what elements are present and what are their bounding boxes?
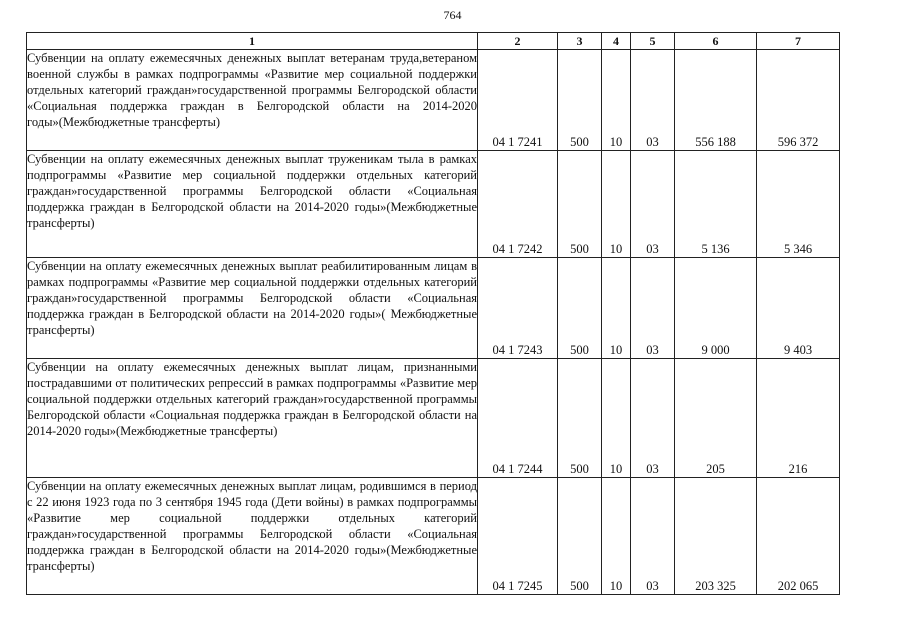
row-code: 04 1 7241 — [478, 50, 558, 151]
row-col7: 202 065 — [757, 478, 840, 595]
column-header-7: 7 — [757, 33, 840, 50]
row-col6: 5 136 — [675, 151, 757, 258]
row-description: Субвенции на оплату ежемесячных денежных выплат реабилитированным лицам в рамках подпрограммы «Развитие мер социальной поддержки отдельных категорий граждан»государственной программы Белгородской области «Социальная поддержка граждан в Белгородской области на 2014-2020 годы»( Межбюджетные трансферты) — [27, 258, 478, 359]
row-description: Субвенции на оплату ежемесячных денежных выплат труженикам тыла в рамках подпрограммы «Развитие мер социальной поддержки отдельных категорий граждан»государственной программы Белгородской области «Социальная поддержка граждан в Белгородской области на 2014-2020 годы»(Межбюджетные трансферты) — [27, 151, 478, 258]
row-col6: 203 325 — [675, 478, 757, 595]
row-col6: 556 188 — [675, 50, 757, 151]
column-header-3: 3 — [558, 33, 602, 50]
row-col7: 9 403 — [757, 258, 840, 359]
row-col5: 03 — [631, 258, 675, 359]
column-header-1: 1 — [27, 33, 478, 50]
column-header-6: 6 — [675, 33, 757, 50]
row-col3: 500 — [558, 50, 602, 151]
row-description: Субвенции на оплату ежемесячных денежных выплат ветеранам труда,ветераном военной службы в рамках подпрограммы «Развитие мер социальной поддержки отдельных категорий граждан»государственной программы Белгородской области «Социальная поддержка граждан в Белгородской области на 2014-2020 годы»(Межбюджетные трансферты) — [27, 50, 478, 151]
row-col4: 10 — [602, 258, 631, 359]
row-col5: 03 — [631, 359, 675, 478]
table-row — [27, 359, 840, 478]
row-col5: 03 — [631, 478, 675, 595]
row-col5: 03 — [631, 50, 675, 151]
row-col4: 10 — [602, 478, 631, 595]
row-code: 04 1 7243 — [478, 258, 558, 359]
budget-table — [26, 32, 840, 595]
row-col7: 5 346 — [757, 151, 840, 258]
row-col5: 03 — [631, 151, 675, 258]
table-header-row — [27, 33, 840, 50]
table-row — [27, 258, 840, 359]
row-col4: 10 — [602, 359, 631, 478]
row-description: Субвенции на оплату ежемесячных денежных выплат лицам, признанными пострадавшими от политических репрессий в рамках подпрограммы «Развитие мер социальной поддержки отдельных категорий граждан»государственной программы Белгородской области «Социальная поддержка граждан в Белгородской области на 2014-2020 годы»(Межбюджетные трансферты) — [27, 359, 478, 478]
row-col3: 500 — [558, 478, 602, 595]
row-col3: 500 — [558, 359, 602, 478]
row-col4: 10 — [602, 151, 631, 258]
column-header-4: 4 — [602, 33, 631, 50]
table-row — [27, 151, 840, 258]
row-col4: 10 — [602, 50, 631, 151]
row-code: 04 1 7242 — [478, 151, 558, 258]
row-col7: 596 372 — [757, 50, 840, 151]
row-description: Субвенции на оплату ежемесячных денежных выплат лицам, родившимся в период с 22 июня 1923 года по 3 сентября 1945 года (Дети войны) в рамках подпрограммы «Развитие мер социальной поддержки отдельных категорий граждан»государственной программы Белгородской области «Социальная поддержка граждан в Белгородской области на 2014-2020 годы»(Межбюджетные трансферты) — [27, 478, 478, 595]
table-row — [27, 478, 840, 595]
row-col3: 500 — [558, 258, 602, 359]
row-col6: 9 000 — [675, 258, 757, 359]
row-col3: 500 — [558, 151, 602, 258]
row-col6: 205 — [675, 359, 757, 478]
row-col7: 216 — [757, 359, 840, 478]
page-number: 764 — [443, 8, 462, 22]
table-row — [27, 50, 840, 151]
column-header-5: 5 — [631, 33, 675, 50]
column-header-2: 2 — [478, 33, 558, 50]
row-code: 04 1 7245 — [478, 478, 558, 595]
row-code: 04 1 7244 — [478, 359, 558, 478]
